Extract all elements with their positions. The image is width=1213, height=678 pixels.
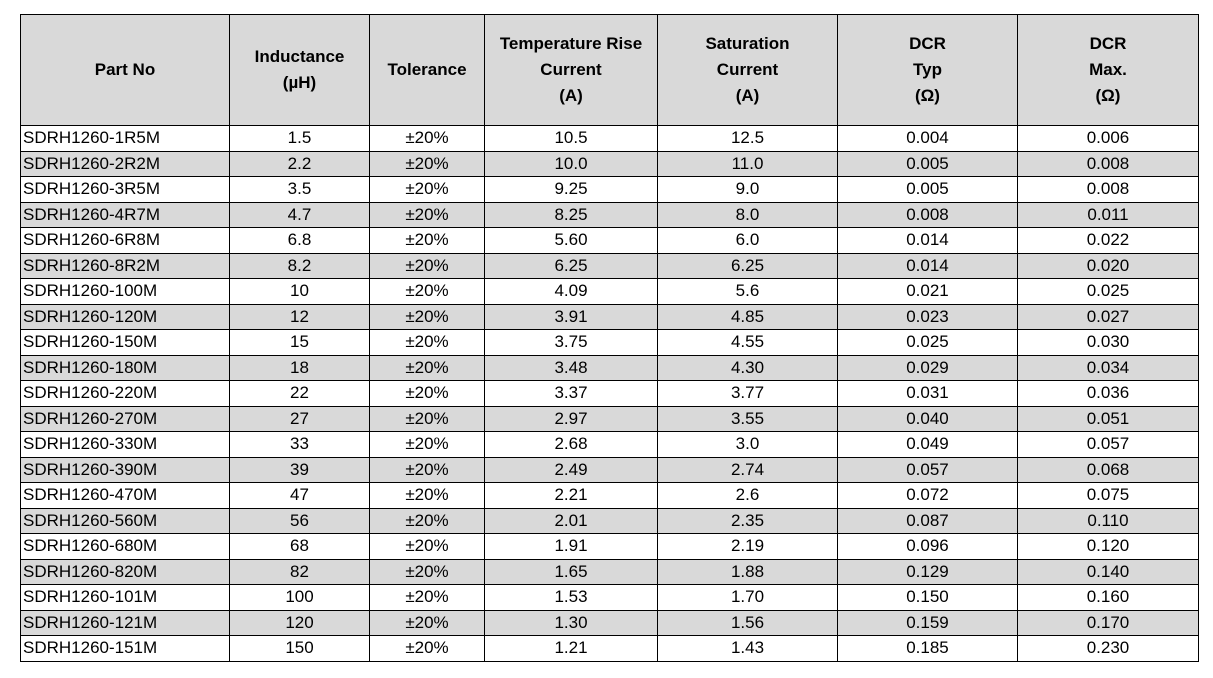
header-line: (A) <box>559 86 583 105</box>
table-row <box>21 202 1199 228</box>
cell-saturation-current: 1.88 <box>658 559 838 585</box>
cell-dcr-typ: 0.031 <box>838 381 1018 407</box>
cell-inductance: 68 <box>230 534 370 560</box>
cell-tolerance: ±20% <box>370 559 485 585</box>
header-line: DCR <box>1089 34 1127 53</box>
cell-part-no: SDRH1260-180M <box>21 355 230 381</box>
header-line: (A) <box>735 86 760 105</box>
cell-dcr-max: 0.110 <box>1018 508 1199 534</box>
header-dcr-typ <box>838 15 1018 126</box>
cell-temp-rise-current: 10.0 <box>485 151 658 177</box>
cell-inductance: 56 <box>230 508 370 534</box>
cell-dcr-typ: 0.005 <box>838 177 1018 203</box>
cell-part-no: SDRH1260-560M <box>21 508 230 534</box>
header-line: Typ <box>913 60 942 79</box>
cell-dcr-typ: 0.129 <box>838 559 1018 585</box>
table-row <box>21 559 1199 585</box>
cell-temp-rise-current: 2.21 <box>485 483 658 509</box>
cell-tolerance: ±20% <box>370 457 485 483</box>
cell-inductance: 47 <box>230 483 370 509</box>
inductor-spec-table <box>20 14 1199 662</box>
cell-dcr-max: 0.027 <box>1018 304 1199 330</box>
table-header <box>21 15 1199 126</box>
cell-temp-rise-current: 2.49 <box>485 457 658 483</box>
cell-inductance: 3.5 <box>230 177 370 203</box>
table-row <box>21 126 1199 152</box>
cell-tolerance: ±20% <box>370 406 485 432</box>
cell-part-no: SDRH1260-220M <box>21 381 230 407</box>
cell-saturation-current: 4.30 <box>658 355 838 381</box>
cell-dcr-typ: 0.025 <box>838 330 1018 356</box>
cell-temp-rise-current: 2.97 <box>485 406 658 432</box>
cell-part-no: SDRH1260-6R8M <box>21 228 230 254</box>
cell-part-no: SDRH1260-8R2M <box>21 253 230 279</box>
cell-dcr-typ: 0.159 <box>838 610 1018 636</box>
cell-saturation-current: 6.0 <box>658 228 838 254</box>
cell-part-no: SDRH1260-2R2M <box>21 151 230 177</box>
cell-part-no: SDRH1260-1R5M <box>21 126 230 152</box>
cell-dcr-typ: 0.150 <box>838 585 1018 611</box>
cell-temp-rise-current: 1.30 <box>485 610 658 636</box>
cell-inductance: 10 <box>230 279 370 305</box>
cell-temp-rise-current: 4.09 <box>485 279 658 305</box>
table-row <box>21 253 1199 279</box>
header-tolerance <box>370 15 485 126</box>
cell-saturation-current: 2.35 <box>658 508 838 534</box>
table-row <box>21 585 1199 611</box>
cell-temp-rise-current: 2.68 <box>485 432 658 458</box>
table-row <box>21 381 1199 407</box>
cell-dcr-max: 0.034 <box>1018 355 1199 381</box>
cell-saturation-current: 3.77 <box>658 381 838 407</box>
cell-inductance: 150 <box>230 636 370 662</box>
cell-tolerance: ±20% <box>370 508 485 534</box>
cell-tolerance: ±20% <box>370 534 485 560</box>
cell-inductance: 12 <box>230 304 370 330</box>
cell-tolerance: ±20% <box>370 381 485 407</box>
cell-inductance: 100 <box>230 585 370 611</box>
header-line: Temperature Rise <box>499 34 643 53</box>
cell-dcr-max: 0.011 <box>1018 202 1199 228</box>
cell-temp-rise-current: 8.25 <box>485 202 658 228</box>
table-row <box>21 228 1199 254</box>
cell-saturation-current: 11.0 <box>658 151 838 177</box>
table-row <box>21 406 1199 432</box>
header-part-no <box>21 15 230 126</box>
cell-part-no: SDRH1260-3R5M <box>21 177 230 203</box>
cell-inductance: 2.2 <box>230 151 370 177</box>
cell-dcr-typ: 0.004 <box>838 126 1018 152</box>
cell-temp-rise-current: 9.25 <box>485 177 658 203</box>
header-line: (Ω) <box>915 86 940 105</box>
cell-tolerance: ±20% <box>370 151 485 177</box>
cell-temp-rise-current: 1.91 <box>485 534 658 560</box>
cell-inductance: 82 <box>230 559 370 585</box>
cell-part-no: SDRH1260-121M <box>21 610 230 636</box>
cell-tolerance: ±20% <box>370 177 485 203</box>
cell-dcr-max: 0.025 <box>1018 279 1199 305</box>
cell-temp-rise-current: 2.01 <box>485 508 658 534</box>
cell-dcr-typ: 0.021 <box>838 279 1018 305</box>
header-row <box>21 15 1199 126</box>
header-line: Saturation <box>705 34 790 53</box>
cell-saturation-current: 1.43 <box>658 636 838 662</box>
cell-tolerance: ±20% <box>370 126 485 152</box>
cell-inductance: 8.2 <box>230 253 370 279</box>
cell-part-no: SDRH1260-820M <box>21 559 230 585</box>
cell-dcr-max: 0.140 <box>1018 559 1199 585</box>
cell-part-no: SDRH1260-470M <box>21 483 230 509</box>
cell-dcr-typ: 0.014 <box>838 228 1018 254</box>
cell-part-no: SDRH1260-100M <box>21 279 230 305</box>
cell-saturation-current: 2.6 <box>658 483 838 509</box>
cell-saturation-current: 2.74 <box>658 457 838 483</box>
cell-dcr-typ: 0.008 <box>838 202 1018 228</box>
cell-temp-rise-current: 1.53 <box>485 585 658 611</box>
cell-temp-rise-current: 3.91 <box>485 304 658 330</box>
header-line: Current <box>716 60 779 79</box>
cell-dcr-max: 0.006 <box>1018 126 1199 152</box>
cell-dcr-max: 0.075 <box>1018 483 1199 509</box>
cell-dcr-max: 0.120 <box>1018 534 1199 560</box>
cell-tolerance: ±20% <box>370 279 485 305</box>
cell-part-no: SDRH1260-270M <box>21 406 230 432</box>
header-line: Part No <box>94 60 156 79</box>
cell-inductance: 1.5 <box>230 126 370 152</box>
cell-inductance: 6.8 <box>230 228 370 254</box>
cell-tolerance: ±20% <box>370 355 485 381</box>
cell-tolerance: ±20% <box>370 304 485 330</box>
cell-part-no: SDRH1260-4R7M <box>21 202 230 228</box>
cell-dcr-max: 0.036 <box>1018 381 1199 407</box>
header-line: (Ω) <box>1095 86 1121 105</box>
cell-dcr-typ: 0.049 <box>838 432 1018 458</box>
header-line: DCR <box>909 34 946 53</box>
header-line: Current <box>540 60 602 79</box>
header-line: Tolerance <box>387 60 467 79</box>
cell-inductance: 15 <box>230 330 370 356</box>
table-row <box>21 610 1199 636</box>
header-inductance <box>230 15 370 126</box>
table-row <box>21 432 1199 458</box>
cell-temp-rise-current: 3.48 <box>485 355 658 381</box>
cell-tolerance: ±20% <box>370 483 485 509</box>
table-row <box>21 355 1199 381</box>
header-dcr-max <box>1018 15 1199 126</box>
cell-dcr-typ: 0.057 <box>838 457 1018 483</box>
cell-tolerance: ±20% <box>370 610 485 636</box>
cell-inductance: 120 <box>230 610 370 636</box>
cell-tolerance: ±20% <box>370 253 485 279</box>
cell-tolerance: ±20% <box>370 585 485 611</box>
cell-dcr-typ: 0.040 <box>838 406 1018 432</box>
cell-inductance: 18 <box>230 355 370 381</box>
cell-part-no: SDRH1260-151M <box>21 636 230 662</box>
header-saturation-current <box>658 15 838 126</box>
table-row <box>21 330 1199 356</box>
header-temp-rise-current <box>485 15 658 126</box>
cell-saturation-current: 1.70 <box>658 585 838 611</box>
cell-part-no: SDRH1260-330M <box>21 432 230 458</box>
cell-dcr-max: 0.030 <box>1018 330 1199 356</box>
cell-saturation-current: 9.0 <box>658 177 838 203</box>
cell-temp-rise-current: 6.25 <box>485 253 658 279</box>
cell-inductance: 39 <box>230 457 370 483</box>
table-row <box>21 177 1199 203</box>
cell-temp-rise-current: 1.65 <box>485 559 658 585</box>
table-row <box>21 636 1199 662</box>
cell-dcr-max: 0.008 <box>1018 177 1199 203</box>
cell-inductance: 4.7 <box>230 202 370 228</box>
cell-saturation-current: 6.25 <box>658 253 838 279</box>
cell-dcr-typ: 0.072 <box>838 483 1018 509</box>
header-line: Max. <box>1089 60 1127 79</box>
table-row <box>21 304 1199 330</box>
cell-dcr-max: 0.068 <box>1018 457 1199 483</box>
cell-temp-rise-current: 1.21 <box>485 636 658 662</box>
cell-tolerance: ±20% <box>370 228 485 254</box>
cell-dcr-typ: 0.087 <box>838 508 1018 534</box>
cell-saturation-current: 12.5 <box>658 126 838 152</box>
cell-temp-rise-current: 3.37 <box>485 381 658 407</box>
cell-dcr-max: 0.020 <box>1018 253 1199 279</box>
cell-inductance: 22 <box>230 381 370 407</box>
cell-tolerance: ±20% <box>370 330 485 356</box>
table-body <box>21 126 1199 662</box>
cell-dcr-max: 0.008 <box>1018 151 1199 177</box>
table-row <box>21 534 1199 560</box>
header-line: (µH) <box>282 73 317 92</box>
cell-inductance: 27 <box>230 406 370 432</box>
cell-inductance: 33 <box>230 432 370 458</box>
cell-temp-rise-current: 10.5 <box>485 126 658 152</box>
cell-saturation-current: 8.0 <box>658 202 838 228</box>
cell-dcr-typ: 0.096 <box>838 534 1018 560</box>
cell-dcr-typ: 0.014 <box>838 253 1018 279</box>
cell-dcr-max: 0.022 <box>1018 228 1199 254</box>
cell-part-no: SDRH1260-120M <box>21 304 230 330</box>
cell-dcr-max: 0.057 <box>1018 432 1199 458</box>
table-row <box>21 457 1199 483</box>
cell-saturation-current: 5.6 <box>658 279 838 305</box>
cell-dcr-typ: 0.005 <box>838 151 1018 177</box>
cell-temp-rise-current: 3.75 <box>485 330 658 356</box>
table-row <box>21 508 1199 534</box>
cell-dcr-max: 0.230 <box>1018 636 1199 662</box>
cell-part-no: SDRH1260-390M <box>21 457 230 483</box>
cell-part-no: SDRH1260-680M <box>21 534 230 560</box>
header-line: Inductance <box>254 47 345 66</box>
cell-dcr-typ: 0.023 <box>838 304 1018 330</box>
table-row <box>21 483 1199 509</box>
cell-dcr-max: 0.160 <box>1018 585 1199 611</box>
cell-tolerance: ±20% <box>370 202 485 228</box>
cell-saturation-current: 4.55 <box>658 330 838 356</box>
cell-part-no: SDRH1260-101M <box>21 585 230 611</box>
table-row <box>21 279 1199 305</box>
cell-saturation-current: 2.19 <box>658 534 838 560</box>
cell-saturation-current: 3.0 <box>658 432 838 458</box>
cell-saturation-current: 1.56 <box>658 610 838 636</box>
cell-dcr-typ: 0.185 <box>838 636 1018 662</box>
cell-saturation-current: 3.55 <box>658 406 838 432</box>
cell-dcr-typ: 0.029 <box>838 355 1018 381</box>
cell-part-no: SDRH1260-150M <box>21 330 230 356</box>
cell-saturation-current: 4.85 <box>658 304 838 330</box>
cell-dcr-max: 0.170 <box>1018 610 1199 636</box>
cell-tolerance: ±20% <box>370 636 485 662</box>
cell-temp-rise-current: 5.60 <box>485 228 658 254</box>
table-row <box>21 151 1199 177</box>
cell-dcr-max: 0.051 <box>1018 406 1199 432</box>
cell-tolerance: ±20% <box>370 432 485 458</box>
